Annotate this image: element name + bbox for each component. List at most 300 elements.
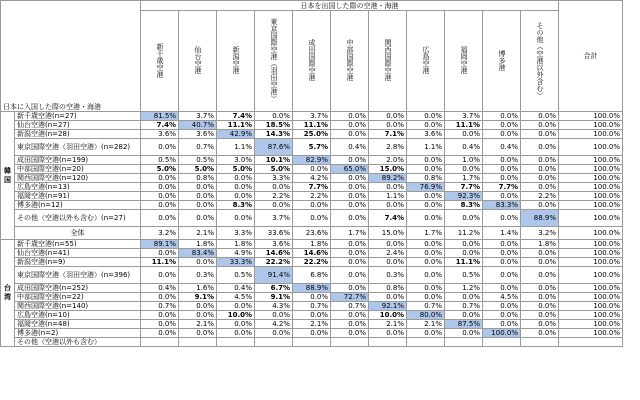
data-cell: 0.0% [217,183,255,192]
data-cell: 0.7% [141,302,179,311]
data-cell: 0.0% [445,249,483,258]
data-cell: 0.0% [407,293,445,302]
data-cell: 89.2% [369,174,407,183]
data-cell: 0.0% [179,192,217,201]
data-cell: 0.0% [331,258,369,267]
data-cell: 0.0% [445,293,483,302]
data-cell: 0.0% [179,210,217,227]
table-row [1,165,623,174]
data-cell: 0.0% [293,293,331,302]
data-cell: 3.6% [407,130,445,139]
data-cell: 0.0% [293,201,331,210]
data-cell: 0.0% [141,192,179,201]
data-cell: 88.9% [293,284,331,293]
data-cell: 0.0% [521,112,559,121]
data-cell: 0.8% [407,174,445,183]
column-header [483,11,521,112]
row-total: 100.0% [559,240,623,249]
data-cell [179,338,217,347]
row-label: 中部国際空港(n=20) [15,165,141,174]
data-cell: 5.0% [255,165,293,174]
column-header-label: 博多港 [498,49,506,71]
group-label: 台湾 [1,240,15,347]
row-label: 中部国際空港(n=22) [15,293,141,302]
row-label: 仙台空港(n=41) [15,249,141,258]
data-cell: 0.0% [483,112,521,121]
data-cell: 0.0% [217,329,255,338]
data-cell: 0.0% [141,139,179,156]
data-cell: 0.7% [179,139,217,156]
row-total: 100.0% [559,165,623,174]
row-total: 100.0% [559,311,623,320]
table-row [1,329,623,338]
data-cell: 4.2% [293,174,331,183]
data-cell: 0.0% [255,112,293,121]
table-row [1,130,623,139]
row-label: 博多港(n=2) [15,329,141,338]
data-cell: 3.6% [141,130,179,139]
data-cell: 0.0% [141,249,179,258]
data-cell: 0.0% [521,267,559,284]
data-cell [255,338,293,347]
data-cell: 3.7% [445,112,483,121]
column-header-label: 関西国際空港 [384,39,392,81]
data-cell: 7.4% [141,121,179,130]
data-cell: 0.0% [141,320,179,329]
data-cell: 0.0% [407,210,445,227]
data-cell: 83.4% [179,249,217,258]
data-cell: 0.0% [483,258,521,267]
data-cell: 0.0% [331,183,369,192]
data-cell: 18.5% [255,121,293,130]
data-cell: 42.9% [217,130,255,139]
data-cell: 0.0% [521,165,559,174]
data-cell: 0.0% [369,121,407,130]
row-axis-caption: 日本に入国した際の空港・海港 [3,103,101,111]
table-row [1,258,623,267]
data-cell: 0.0% [483,311,521,320]
data-cell: 0.0% [521,329,559,338]
row-label: 広島空港(n=10) [15,311,141,320]
column-header [293,11,331,112]
data-cell: 0.0% [255,201,293,210]
data-cell: 4.5% [217,293,255,302]
data-cell: 0.0% [521,249,559,258]
data-cell: 14.6% [293,249,331,258]
data-cell: 0.0% [141,293,179,302]
data-cell: 0.7% [407,302,445,311]
data-cell [217,338,255,347]
overall-label: 全体 [15,227,141,240]
data-cell: 0.4% [445,139,483,156]
overall-cell: 3.3% [217,227,255,240]
row-label: 福岡空港(n=91) [15,192,141,201]
data-cell: 6.8% [293,267,331,284]
data-cell: 0.0% [521,293,559,302]
column-header [445,11,483,112]
data-cell: 0.0% [331,284,369,293]
table-row [1,112,623,121]
data-cell: 0.3% [369,267,407,284]
data-cell: 14.6% [255,249,293,258]
data-cell: 0.0% [483,267,521,284]
data-cell: 0.0% [217,302,255,311]
data-cell: 0.0% [331,112,369,121]
row-label: 新千歳空港(n=27) [15,112,141,121]
data-cell: 0.0% [407,201,445,210]
data-cell: 0.0% [521,320,559,329]
column-header-label: その他（空港以外含む） [536,21,545,99]
data-cell: 81.5% [141,112,179,121]
data-cell: 91.4% [255,267,293,284]
row-total: 100.0% [559,174,623,183]
data-cell: 0.0% [179,201,217,210]
data-cell: 0.0% [445,311,483,320]
data-cell: 3.0% [217,156,255,165]
data-cell: 0.5% [141,156,179,165]
data-cell: 92.1% [369,302,407,311]
column-header-label: 中部国際空港 [346,39,354,81]
data-cell: 4.3% [255,302,293,311]
data-cell: 80.0% [407,311,445,320]
data-cell: 0.0% [331,240,369,249]
data-cell: 22.2% [293,258,331,267]
data-cell: 0.0% [521,258,559,267]
data-cell: 1.6% [179,284,217,293]
data-cell: 0.0% [293,329,331,338]
data-cell: 3.3% [255,174,293,183]
data-cell: 0.0% [331,174,369,183]
data-cell: 0.4% [217,284,255,293]
data-cell: 3.7% [255,210,293,227]
data-cell [407,338,445,347]
data-cell: 5.7% [293,139,331,156]
data-cell: 0.0% [483,192,521,201]
data-cell: 0.4% [141,284,179,293]
row-total: 100.0% [559,329,623,338]
data-cell: 0.0% [331,156,369,165]
data-cell: 0.0% [331,121,369,130]
overall-row [1,227,623,240]
row-total: 100.0% [559,258,623,267]
data-cell: 0.0% [407,267,445,284]
data-cell: 0.0% [293,165,331,174]
overall-cell: 3.2% [521,227,559,240]
data-cell: 0.0% [331,267,369,284]
data-cell: 1.8% [521,240,559,249]
row-total: 100.0% [559,284,623,293]
data-cell: 0.0% [217,210,255,227]
row-label: 新潟空港(n=28) [15,130,141,139]
row-label: 成田国際空港(n=199) [15,156,141,165]
data-cell: 2.0% [369,156,407,165]
data-cell: 89.1% [141,240,179,249]
data-cell: 2.1% [369,320,407,329]
data-cell: 0.0% [407,284,445,293]
data-cell: 4.2% [255,320,293,329]
data-cell: 0.0% [179,311,217,320]
data-cell: 0.0% [521,121,559,130]
data-cell: 4.5% [483,293,521,302]
data-cell: 14.3% [255,130,293,139]
column-axis-title: 日本を出国した際の空港・海港 [141,1,559,11]
data-cell: 11.1% [445,258,483,267]
data-cell: 2.1% [293,320,331,329]
data-cell: 5.0% [179,165,217,174]
data-cell [521,338,559,347]
data-cell: 1.1% [217,139,255,156]
table-row [1,267,623,284]
data-cell: 0.0% [331,130,369,139]
data-cell: 0.0% [369,240,407,249]
row-total [559,338,623,347]
data-cell: 0.0% [407,165,445,174]
overall-total: 100.0% [559,227,623,240]
data-cell: 0.7% [331,302,369,311]
table-row [1,139,623,156]
data-cell: 0.7% [293,302,331,311]
data-cell: 0.0% [483,249,521,258]
row-total: 100.0% [559,210,623,227]
data-cell: 7.7% [293,183,331,192]
data-cell: 1.0% [445,156,483,165]
data-cell: 0.0% [179,302,217,311]
data-cell: 0.0% [483,320,521,329]
data-cell: 40.7% [179,121,217,130]
row-total: 100.0% [559,121,623,130]
data-cell: 0.0% [293,311,331,320]
data-cell: 1.7% [445,174,483,183]
data-cell: 0.0% [521,174,559,183]
row-label: 関西国際空港(n=120) [15,174,141,183]
row-label: その他（空港以外も含む）(n=27) [15,210,141,227]
data-cell: 8.3% [217,201,255,210]
data-cell: 100.0% [483,329,521,338]
data-cell: 0.7% [445,302,483,311]
row-total: 100.0% [559,320,623,329]
data-cell: 7.4% [217,112,255,121]
data-cell: 2.1% [407,320,445,329]
data-cell: 0.0% [369,293,407,302]
table-row [1,192,623,201]
data-cell: 0.0% [331,329,369,338]
data-cell: 5.0% [217,165,255,174]
overall-cell: 3.2% [141,227,179,240]
data-cell: 11.1% [293,121,331,130]
row-total: 100.0% [559,156,623,165]
data-cell: 0.0% [407,258,445,267]
data-cell: 5.0% [141,165,179,174]
row-total: 100.0% [559,130,623,139]
data-cell: 9.1% [179,293,217,302]
data-cell: 0.0% [369,329,407,338]
data-cell: 0.0% [179,183,217,192]
row-total: 100.0% [559,249,623,258]
data-cell: 0.0% [331,311,369,320]
data-cell: 33.3% [217,258,255,267]
row-label: 新千歳空港(n=55) [15,240,141,249]
data-cell: 0.0% [331,249,369,258]
data-cell: 0.0% [445,165,483,174]
data-cell: 0.5% [445,267,483,284]
overall-cell: 1.7% [407,227,445,240]
data-cell: 0.0% [521,183,559,192]
column-header-label: 東京国際空港（羽田空港） [270,18,278,102]
data-cell: 22.2% [255,258,293,267]
data-cell: 2.2% [293,192,331,201]
data-cell: 3.6% [255,240,293,249]
table-row [1,201,623,210]
data-cell: 0.0% [407,156,445,165]
data-cell: 1.8% [293,240,331,249]
column-header [521,11,559,112]
row-total: 100.0% [559,293,623,302]
corner-cell [1,1,141,112]
table-row [1,293,623,302]
data-cell: 0.0% [483,210,521,227]
row-label: 関西国際空港(n=140) [15,302,141,311]
data-cell: 76.9% [407,183,445,192]
row-label: 東京国際空港（羽田空港）(n=282) [15,139,141,156]
table-row [1,210,623,227]
data-cell: 0.0% [141,311,179,320]
data-cell: 0.5% [217,267,255,284]
data-cell: 0.0% [141,210,179,227]
row-total: 100.0% [559,139,623,156]
data-cell: 0.0% [445,240,483,249]
data-cell: 6.7% [255,284,293,293]
data-cell: 0.8% [179,174,217,183]
data-cell: 0.0% [141,201,179,210]
data-cell: 0.0% [521,201,559,210]
data-cell: 0.0% [483,174,521,183]
table-row [1,284,623,293]
data-cell: 0.0% [483,284,521,293]
data-cell: 0.8% [369,284,407,293]
data-cell: 0.3% [179,267,217,284]
column-header-label: 広島空港 [422,46,430,74]
row-label: 新潟空港(n=9) [15,258,141,267]
column-header [255,11,293,112]
data-cell: 3.7% [179,112,217,121]
data-cell: 0.0% [483,302,521,311]
data-cell: 9.1% [255,293,293,302]
data-cell: 7.1% [369,130,407,139]
table-row [1,311,623,320]
data-cell [293,338,331,347]
data-cell: 0.0% [407,112,445,121]
row-total: 100.0% [559,267,623,284]
data-cell: 0.0% [445,210,483,227]
total-header: 合計 [559,1,623,112]
data-cell: 87.5% [445,320,483,329]
data-cell: 0.0% [369,201,407,210]
data-cell: 0.0% [255,311,293,320]
table-row [1,302,623,311]
row-total: 100.0% [559,302,623,311]
table-row [1,183,623,192]
data-cell: 15.0% [369,165,407,174]
data-cell: 7.7% [483,183,521,192]
overall-cell: 15.0% [369,227,407,240]
data-cell: 0.0% [369,183,407,192]
data-cell: 82.9% [293,156,331,165]
overall-cell: 1.4% [483,227,521,240]
data-cell: 0.0% [483,165,521,174]
data-cell: 87.6% [255,139,293,156]
data-cell: 10.1% [255,156,293,165]
table-row [1,121,623,130]
data-cell: 0.0% [217,320,255,329]
data-cell: 0.4% [483,139,521,156]
data-cell: 1.8% [179,240,217,249]
data-cell: 0.0% [445,329,483,338]
data-cell: 0.0% [407,192,445,201]
data-cell [331,338,369,347]
data-cell: 1.1% [369,192,407,201]
data-cell: 7.4% [369,210,407,227]
data-cell [445,338,483,347]
data-cell: 0.0% [141,174,179,183]
data-cell: 0.0% [331,192,369,201]
row-total: 100.0% [559,201,623,210]
data-cell: 0.0% [521,302,559,311]
data-cell: 0.0% [521,130,559,139]
data-cell [141,338,179,347]
data-cell: 0.0% [141,183,179,192]
data-cell: 4.9% [217,249,255,258]
column-header [217,11,255,112]
column-header-label: 福岡空港 [460,46,468,74]
data-cell: 0.4% [331,139,369,156]
data-cell: 7.7% [445,183,483,192]
data-cell: 0.0% [141,267,179,284]
data-cell: 25.0% [293,130,331,139]
data-cell: 0.0% [141,329,179,338]
overall-cell: 11.2% [445,227,483,240]
row-label: 広島空港(n=13) [15,183,141,192]
data-cell: 0.0% [179,258,217,267]
column-header-label: 仙台空港 [194,46,202,74]
data-cell: 0.0% [369,258,407,267]
column-header-label: 新潟空港 [232,46,240,74]
table-row [1,338,623,347]
data-cell: 11.1% [445,121,483,130]
data-cell: 0.0% [217,192,255,201]
data-cell: 2.2% [521,192,559,201]
data-cell: 10.0% [369,311,407,320]
data-cell: 0.0% [483,121,521,130]
data-cell: 0.0% [521,139,559,156]
data-cell: 0.0% [445,130,483,139]
column-header [141,11,179,112]
table-row [1,156,623,165]
data-cell: 11.1% [217,121,255,130]
data-cell: 0.0% [293,210,331,227]
row-total: 100.0% [559,112,623,121]
data-cell: 0.0% [331,210,369,227]
row-total: 100.0% [559,192,623,201]
data-cell: 0.0% [331,320,369,329]
data-cell: 0.0% [521,156,559,165]
group-label: 韓国 [1,112,15,240]
data-cell: 10.0% [217,311,255,320]
data-cell: 0.0% [255,329,293,338]
table-row [1,240,623,249]
data-cell: 2.1% [179,320,217,329]
data-cell: 0.0% [407,240,445,249]
row-label: 成田国際空港(n=252) [15,284,141,293]
